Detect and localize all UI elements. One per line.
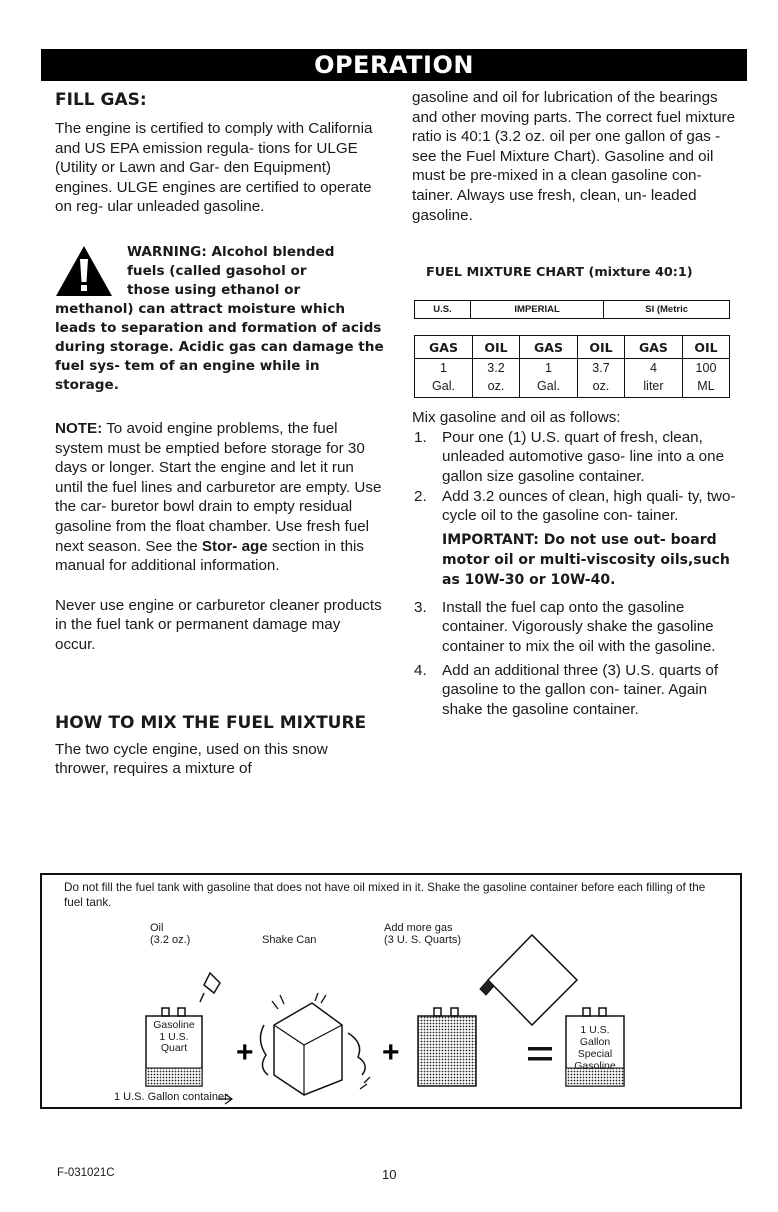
step-number: 1. [414,428,427,446]
col-header: OIL [473,336,520,359]
fill-gas-intro: The engine is certified to comply with California and US EPA emission regula- tions for ULGE (Utility or Lawn and Gar- den Equipment) engines. ULGE engines are certified to operate on reg- ular unleaded gasoline. [55,120,373,216]
table-cell: 3.2 [473,359,520,378]
chart-title: FUEL MIXTURE CHART (mixture 40:1) [426,265,693,281]
mix-heading: HOW TO MIX THE FUEL MIXTURE [55,712,367,733]
fill-gas-heading: FILL GAS: [55,90,147,110]
plus-sign: + [236,1036,254,1069]
table-cell: 100 [682,359,729,378]
table-cell: ML [682,377,729,398]
table-cell: 4 [624,359,682,378]
list-item [412,487,747,526]
col-header: GAS [624,336,682,359]
steps-intro: Mix gasoline and oil as follows: [412,409,621,427]
mix-steps-list-continued [412,598,747,720]
gas-can-pouring-icon [418,935,577,1086]
important-note: IMPORTANT: Do not use out- board motor oil or multi-viscosity oils,such as 10W-30 or 10W-40. [442,531,730,588]
col-header: GAS [415,336,473,359]
warning-text: WARNING: Alcohol blended fuels (called gasohol or those using ethanol or methanol) can attract moisture which leads to separation and formation of acids during storage. Acidic gas can damage the fuel sys- tem of an engine while in storage. [55,243,384,393]
fuel-mixture-table [414,335,730,398]
illustration-note: Do not fill the fuel tank with gasoline that does not have oil mixed in it. Shake the gasoline container before each filling of the fuel tank. [64,881,706,909]
document-code: F-031021C [57,1167,115,1179]
mixing-illustration-box [40,873,742,1109]
storage-reference: Stor- age [201,537,268,555]
shake-can-icon [260,993,370,1095]
step-number: 3. [414,598,427,616]
col-header: OIL [682,336,729,359]
note-paragraph: NOTE: To avoid engine problems, the fuel system must be emptied before storage for 30 days or longer. Start the engine and let it run until the fuel lines and carburetor are empty. Use the car- buretor bowl drain to empty residual gasoline from the float chamber. Use fresh fuel next season. See the Stor- age section in this manual for additional information. [55,419,382,575]
step-number: 4. [414,661,427,679]
equals-sign [528,1047,552,1061]
note-label: NOTE: [55,419,103,437]
oil-amount-label: (3.2 oz.) [150,934,191,946]
table-cell: 3.7 [577,359,624,378]
table-cell: oz. [473,377,520,398]
step-text: Add 3.2 ounces of clean, high quali- ty, two-cycle oil to the gasoline con- tainer. [442,487,736,525]
unit-si: SI (Metric [604,301,730,319]
list-item [412,428,747,487]
step-text: Pour one (1) U.S. quart of fresh, clean, unleaded automotive gaso- line into a one gallon size gasoline container. [442,428,725,485]
can1-text: Gasoline 1 U.S. Quart [153,1019,195,1054]
table-cell: 1 [415,359,473,378]
can4-text: 1 U.S. Gallon Special Gasoline [574,1024,616,1072]
units-table [414,300,730,319]
add-gas-label: Add more gas [384,922,453,934]
container-label: 1 U.S. Gallon container [114,1091,228,1103]
mixing-diagram [42,875,740,1107]
step-number: 2. [414,487,427,505]
table-cell: Gal. [519,377,577,398]
list-item [412,598,747,657]
table-cell: liter [624,377,682,398]
step-text: Install the fuel cap onto the gasoline container. Vigorously shake the gasoline container to mix the oil with the gasoline. [442,598,716,655]
left-column [55,88,385,779]
table-cell: oz. [577,377,624,398]
unit-imperial: IMPERIAL [470,301,603,319]
warning-triangle-icon [55,245,113,297]
step-text: Add an additional three (3) U.S. quarts of gasoline to the gallon con- tainer. Again shake the gasoline container. [442,661,719,718]
warning-block [55,243,385,395]
mix-intro: The two cycle engine, used on this snow thrower, requires a mixture of [55,740,328,778]
table-cell: 1 [519,359,577,378]
unit-us: U.S. [415,301,471,319]
oil-drip-icon [200,973,220,1002]
table-cell: Gal. [415,377,473,398]
add-gas-amount-label: (3 U. S. Quarts) [384,934,462,946]
fuel-mixture-text: gasoline and oil for lubrication of the bearings and other moving parts. The correct fuel mixture ratio is 40:1 (3.2 oz. oil per one gallon of gas - see the Fuel Mixture Chart). Gasoline and oil must be pre-mixed in a clean gasoline con- tainer. Always use fresh, clean, un- leaded gasoline. [412,89,736,224]
shake-can-label: Shake Can [262,934,317,946]
section-banner: OPERATION [41,49,747,81]
table-row [415,377,730,398]
list-item [412,661,747,720]
col-header: OIL [577,336,624,359]
never-use-paragraph: Never use engine or carburetor cleaner products in the fuel tank or permanent damage may occur. [55,596,382,653]
oil-label: Oil [150,922,164,934]
mix-steps-list [412,428,747,526]
plus-sign: + [382,1036,400,1069]
right-column [412,88,747,719]
col-header: GAS [519,336,577,359]
table-row [415,359,730,378]
page-number: 10 [382,1167,397,1182]
